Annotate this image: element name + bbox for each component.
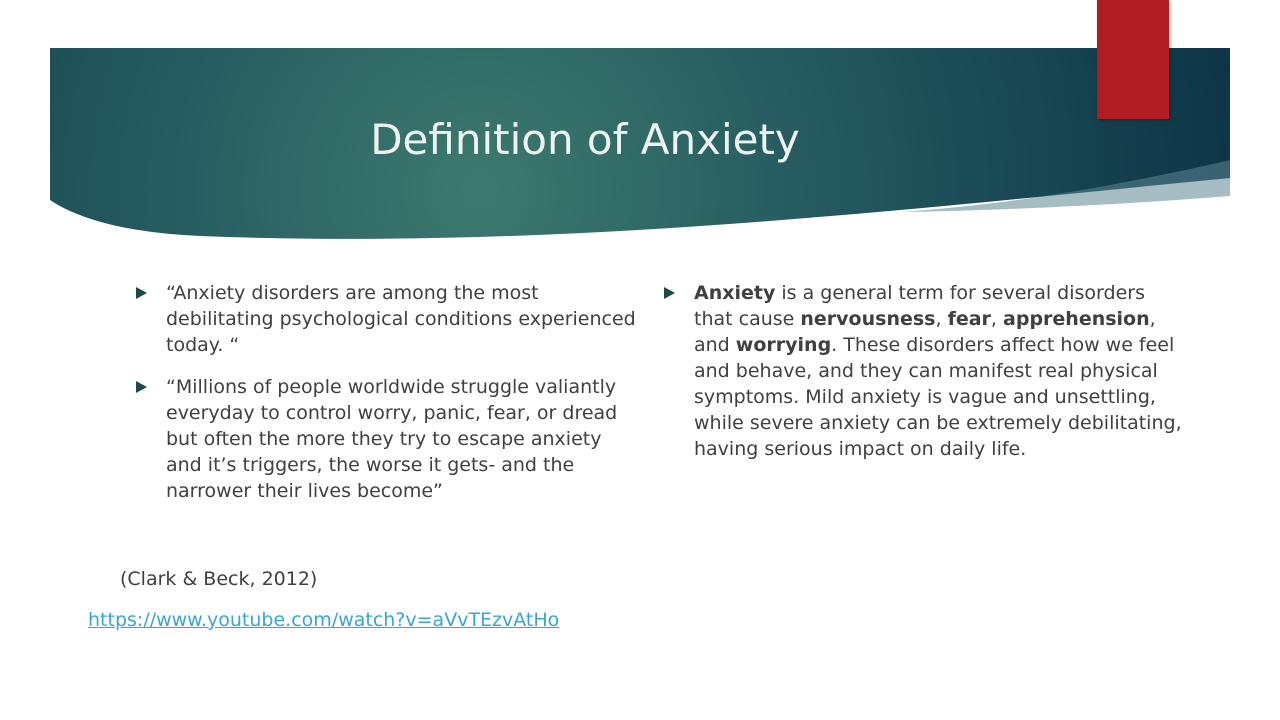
- quote-text: “Millions of people worldwide struggle valiantly everyday to control worry, panic, fear, or dread but often the more they try to escape anxiety and it’s triggers, the worse it gets- and the narrower their lives become”: [166, 376, 618, 502]
- triangle-bullet-icon: [136, 287, 147, 299]
- definition-segment: , and: [694, 308, 1156, 356]
- definition-keyword: fear: [947, 308, 991, 330]
- citation: (Clark & Beck, 2012): [120, 568, 318, 590]
- quote-bullet: [136, 280, 636, 358]
- definition-keyword: Anxiety: [694, 282, 776, 304]
- youtube-link[interactable]: https://www.youtube.com/watch?v=aVvTEzvAtHo: [88, 609, 560, 631]
- definition-keyword: apprehension: [1003, 308, 1150, 330]
- left-column: [136, 280, 636, 520]
- slide-title: [0, 110, 1170, 170]
- definition-bullet: [664, 280, 1184, 462]
- triangle-bullet-icon: [664, 287, 675, 299]
- right-column: [664, 280, 1184, 478]
- accent-tab: [1097, 0, 1169, 119]
- definition-segment: ,: [990, 308, 1004, 330]
- definition-keyword: worrying: [735, 334, 832, 356]
- definition-segment: is a general term for several disorders that cause: [694, 282, 1145, 330]
- definition-segment: . These disorders affect how we feel and behave, and they can manifest real physical symptoms. Mild anxiety is vague and unsettling, while severe anxiety can be extremely debilitating, having serious impact on daily life.: [694, 334, 1182, 460]
- definition-segment: ,: [935, 308, 948, 330]
- definition-text: [694, 282, 1182, 460]
- definition-keyword: nervousness: [800, 308, 936, 330]
- quote-text: “Anxiety disorders are among the most debilitating psychological conditions experienced today. “: [166, 282, 636, 356]
- slide-title-text: Definition of Anxiety: [370, 115, 800, 164]
- triangle-bullet-icon: [136, 381, 147, 393]
- quote-bullet: [136, 374, 636, 504]
